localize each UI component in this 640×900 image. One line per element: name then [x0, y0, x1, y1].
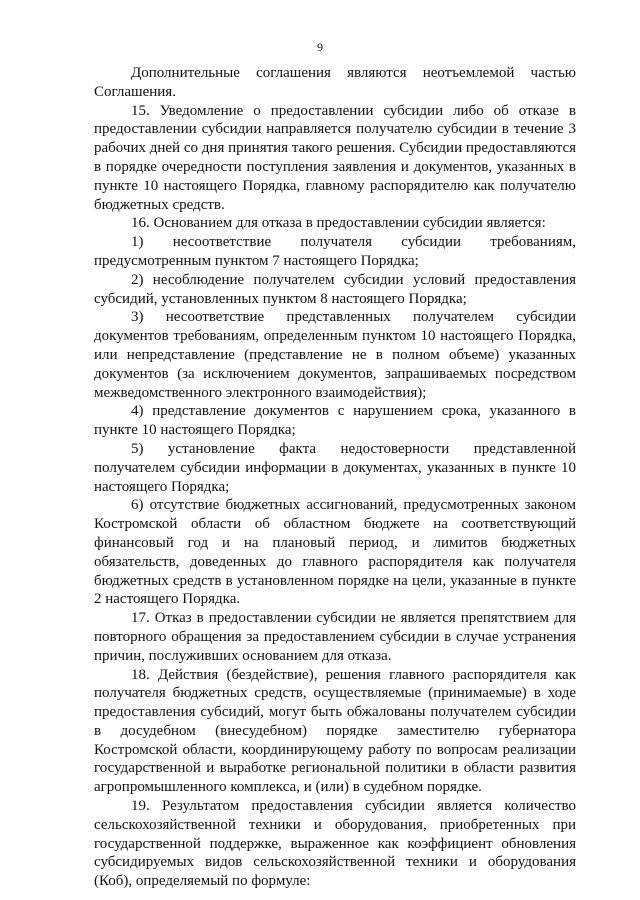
paragraph-17-repeat-application: 17. Отказ в предоставлении субсидии не является препятствием для повторного обращения за предоставлением субсидии в случае устранения причин, послуживших основанием для отказа. — [94, 610, 576, 664]
paragraph-agreements: Дополнительные соглашения являются неотъемлемой частью Соглашения. — [94, 65, 576, 100]
paragraph-18-appeal: 18. Действия (бездействие), решения главного распорядителя как получателя бюджетных средств, осуществляемые (принимаемые) в ходе предоставления субсидий, могут быть обжалованы получателем субсидии в досудебном (внесудебном) порядке заместителю губернатора Костромской области, координирующему работу по вопросам реализации государственной и выработке региональной политики в области развития агропромышленного комплекса, и (или) в судебном порядке. — [94, 666, 576, 796]
paragraph-16-refusal-grounds: 16. Основанием для отказа в предоставлении субсидии является: — [131, 215, 546, 232]
document-body — [94, 64, 576, 891]
page-number: 9 — [317, 40, 323, 54]
list-item-5: 5) установление факта недостоверности представленной получателем субсидии информации в документах, указанных в пункте 10 настоящего Порядка; — [94, 440, 576, 495]
list-item-1: 1) несоответствие получателя субсидии требованиям, предусмотренным пунктом 7 настоящего Порядка; — [94, 234, 576, 269]
list-item-2: 2) несоблюдение получателем субсидии условий предоставления субсидий, установленных пунктом 8 настоящего Порядка; — [94, 271, 576, 307]
paragraph-19-result: 19. Результатом предоставления субсидии является количество сельскохозяйственной техники и оборудования, приобретенных при государственной поддержке, выраженное как коэффициент обновления субсидируемых видов сельскохозяйственной техники и оборудования (Коб), определяемый по формуле: — [94, 798, 576, 890]
paragraph-15-notification: 15. Уведомление о предоставлении субсидии либо об отказе в предоставлении субсидии направляется получателю субсидии в течение 3 рабочих дней со дня принятия такого решения. Субсидии предоставляются в порядке очередности поступления заявления и документов, указанных в пункте 10 настоящего Порядка, главному распорядителю как получателю бюджетных средств. — [94, 102, 576, 213]
list-item-4: 4) представление документов с нарушением срока, указанного в пункте 10 настоящего Порядка; — [94, 403, 576, 439]
list-item-6: 6) отсутствие бюджетных ассигнований, предусмотренных законом Костромской области об областном бюджете на соответствующий финансовый год и на плановый период, и лимитов бюджетных обязательств, доведенных до главного распорядителя как получателя бюджетных средств в установленном порядке на цели, указанные в пункте 2 настоящего Порядка. — [94, 497, 576, 608]
list-item-3: 3) несоответствие представленных получателем субсидии документов требованиям, определенным пунктом 10 настоящего Порядка, или непредставление (представление не в полном объеме) указанных документов (за исключением документов, запрашиваемых посредством межведомственного электронного взаимодействия); — [94, 309, 576, 401]
